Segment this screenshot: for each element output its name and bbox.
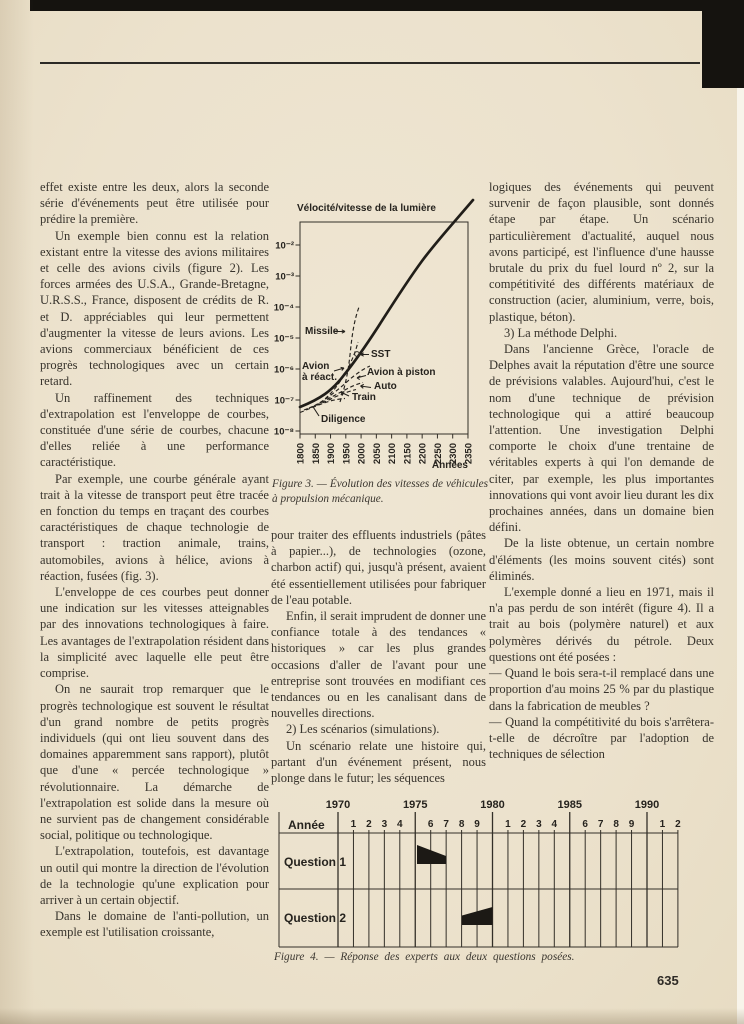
scan-corner-block <box>702 0 744 88</box>
fig3-label-piston: Avion à piston <box>367 367 436 378</box>
svg-text:1950: 1950 <box>341 443 353 465</box>
paragraph: Par exemple, une courbe générale ayant trait à la vitesse de transport peut être tracée en fonction du temps en traçant des courbes caractéristiques de chaque technologie de transport : traction animale, trains, automobiles, avions à hélice, avions à réaction, fusées (fig. 3). <box>40 471 269 583</box>
paragraph: — Quand le bois sera-t-il remplacé dans une proportion d'au moins 25 % par du plastique dans la fabrication de meubles ? <box>489 666 714 713</box>
fig3-label-react-line1: Avion <box>302 361 330 372</box>
fig3-x-axis-label: Années <box>431 460 468 471</box>
figure4-caption: Figure 4. — Réponse des experts aux deux questions posées. <box>274 951 575 963</box>
arrow-left-icon <box>361 384 372 388</box>
paragraph: 3) La méthode Delphi. <box>504 325 618 340</box>
svg-text:1800: 1800 <box>295 443 307 465</box>
paragraph: Dans le domaine de l'anti-pollution, un exemple est l'utilisation croissante, <box>40 909 269 940</box>
paragraph: Un exemple bien connu est la relation existant entre la vitesse des avions militaires et celle des avions civils (figure 2). Les forces armées des U.S.A., Grande-Bretagne, U.R.S.S., France, disposent de crédits de R. et D. appréciables qui leur permettent d'augmenter la vitesse de leurs avions. Les avions commerciaux bénéficient de ces progrès technologiques avec un certain retard. <box>40 228 269 389</box>
svg-text:10⁻⁷: 10⁻⁷ <box>274 395 294 407</box>
svg-text:3: 3 <box>536 819 542 830</box>
svg-text:2100: 2100 <box>387 443 399 465</box>
svg-text:10⁻²: 10⁻² <box>275 240 294 252</box>
svg-text:1900: 1900 <box>326 443 338 465</box>
svg-text:2: 2 <box>675 819 681 830</box>
fig3-label-sst: SST <box>371 349 391 360</box>
svg-text:2: 2 <box>520 819 527 830</box>
fig3-missile-curve <box>340 307 359 402</box>
svg-text:1: 1 <box>659 819 666 830</box>
figure3-chart <box>270 195 482 487</box>
svg-text:10⁻³: 10⁻³ <box>275 271 294 283</box>
page-bottom-shadow <box>0 1008 744 1024</box>
svg-text:1980: 1980 <box>480 799 505 811</box>
svg-text:10⁻⁴: 10⁻⁴ <box>273 302 294 314</box>
scan-top-bar <box>30 0 744 11</box>
svg-text:8: 8 <box>458 819 465 830</box>
column-right <box>489 179 714 762</box>
paragraph: Un raffinement des techniques d'extrapolation est l'enveloppe de courbes, constituée d'une série de courbes, chacune d'elles reliée à une performance caractéristique. <box>40 390 269 470</box>
svg-text:1850: 1850 <box>310 443 322 465</box>
paragraph: logiques des événements qui peuvent survenir de façon plausible, sont donnés étape par étape. Un scénario particulièrement d'actualité, auquel nous avons participé, est l'influence d'une hausse brutale du prix du fuel lourd nº 2, sur la compétitivité des différents matériaux de construction (acier, aluminium, verre, bois, plastique, béton). <box>489 180 714 324</box>
fig3-y-axis-title: Vélocité/vitesse de la lumière <box>297 203 436 214</box>
page-number: 635 <box>657 973 679 988</box>
paragraph: Dans l'ancienne Grèce, l'oracle de Delphes avait la réputation d'être une source de prévisions valables. Aujourd'hui, c'est le nom d'une technique de prévision technologique qui a attiré beaucoup l'attention. Une investigation Delphi comporte le choix d'une trentaine de véritables experts à qui l'on demande de citer, par exemple, les plus importantes innovations qui vont avoir lieu durant les dix prochaines années, dans un domaine bien défini. <box>489 342 714 535</box>
paragraph: Un scénario relate une histoire qui, partant d'un événement présent, nous plonge dans le futur; les séquences <box>271 738 486 786</box>
fig3-y-ticks <box>274 241 300 438</box>
paragraph: L'extrapolation, toutefois, est davantage un outil qui montre la direction de l'évolution de la technologie qu'une explication pour arriver à un certain objectif. <box>40 844 269 907</box>
svg-text:2: 2 <box>366 819 372 830</box>
fig3-label-auto: Auto <box>374 381 397 392</box>
svg-text:1975: 1975 <box>403 799 428 811</box>
svg-text:9: 9 <box>474 819 480 830</box>
arrow-right-icon <box>334 367 344 371</box>
column-left <box>40 179 269 941</box>
svg-text:10⁻⁵: 10⁻⁵ <box>273 333 294 345</box>
paragraph: L'exemple donné a lieu en 1971, mais il n'a pas perdu de son intérêt (figure 4). Il a trait au bois (polymère naturel) et aux polymères dérivés du pétrole. Deux questions ont été posées : <box>489 585 714 664</box>
svg-text:7: 7 <box>597 819 604 830</box>
svg-text:2150: 2150 <box>402 443 414 465</box>
svg-text:10⁻⁸: 10⁻⁸ <box>273 426 294 438</box>
pointer-line-icon <box>314 408 320 417</box>
svg-text:3: 3 <box>381 819 388 830</box>
figure3-caption: Figure 3. — Évolution des vitesses de véhicules à propulsion mécanique. <box>272 478 488 505</box>
fig4-grid <box>326 799 681 947</box>
svg-text:6: 6 <box>427 819 434 830</box>
svg-text:4: 4 <box>551 819 558 830</box>
arrow-left-icon <box>357 376 366 380</box>
svg-text:2250: 2250 <box>432 443 444 465</box>
paragraph: De la liste obtenue, un certain nombre d'éléments (les moins souvent cités) sont éliminés. <box>489 536 714 583</box>
paragraph: 2) Les scénarios (simulations). <box>286 722 440 737</box>
paragraph: pour traiter des effluents industriels (pâtes à papier...), de technologies (ozone, charbon actif) qui, jusqu'à présent, avaient été essentiellement utilisées pour fabriquer de l'eau potable. <box>271 528 486 607</box>
svg-text:4: 4 <box>397 819 403 830</box>
svg-text:6: 6 <box>582 819 588 830</box>
page-right-edge <box>737 88 744 1024</box>
figure4-chart <box>270 790 694 952</box>
svg-text:9: 9 <box>628 819 635 830</box>
svg-text:2200: 2200 <box>417 443 429 465</box>
svg-text:10⁻⁶: 10⁻⁶ <box>274 364 294 376</box>
svg-text:2000: 2000 <box>356 443 368 465</box>
fig4-row-label-question2: Question 2 <box>284 911 347 925</box>
svg-text:2350: 2350 <box>463 443 475 465</box>
paragraph: L'enveloppe de ces courbes peut donner une indication sur les vitesses atteignables par des innovations technologiques à faire. Les avantages de l'extrapolation résident dans la simplicité avec laquelle elle peut être comprise. <box>40 585 269 681</box>
page-left-edge <box>0 0 34 1024</box>
column-middle <box>271 527 486 786</box>
svg-text:2050: 2050 <box>371 443 383 465</box>
paragraph: effet existe entre les deux, alors la seconde série d'événements peut être utilisée pour prédire la première. <box>40 180 269 227</box>
svg-text:1990: 1990 <box>634 799 660 811</box>
fig3-label-diligence: Diligence <box>321 414 366 425</box>
fig3-label-react-line2: à réact. <box>302 372 338 383</box>
fig4-header-label: Année <box>288 818 325 832</box>
svg-text:1: 1 <box>505 819 511 830</box>
fig3-label-train: Train <box>352 392 376 403</box>
svg-text:1: 1 <box>350 819 357 830</box>
svg-text:7: 7 <box>443 819 449 830</box>
paragraph: Enfin, il serait imprudent de donner une confiance totale à des tendances « historiques » car les plus grandes occasions d'aller de l'avant pour une entreprise sont trouvées en modifiant ces tendances ou en les canalisant dans de nouvelles directions. <box>271 609 486 721</box>
svg-text:1970: 1970 <box>325 799 351 811</box>
paragraph: On ne saurait trop remarquer que le progrès technologique est souvent le résultat d'un grand nombre de petits progrès individuels (qui ont lieu souvent dans des domaines apparemment sans rapport), plutôt que d'une « percée technologique » révolutionnaire. La démarche de l'extrapolation est solide dans la mesure où ne survient pas de changement considérable social, politique ou technologique. <box>40 682 269 843</box>
fig3-label-missile: Missile <box>305 326 339 337</box>
svg-text:1985: 1985 <box>557 799 582 811</box>
svg-text:2300: 2300 <box>448 443 460 465</box>
paragraph: — Quand la compétitivité du bois s'arrêtera-t-elle de décroître par l'adoption de techniques de sélection <box>489 714 714 762</box>
svg-text:8: 8 <box>613 819 619 830</box>
fig4-wedge-question1 <box>417 845 446 864</box>
fig4-row-label-question1: Question 1 <box>284 855 347 869</box>
arrow-left-icon <box>361 353 370 356</box>
header-rule <box>40 62 700 64</box>
